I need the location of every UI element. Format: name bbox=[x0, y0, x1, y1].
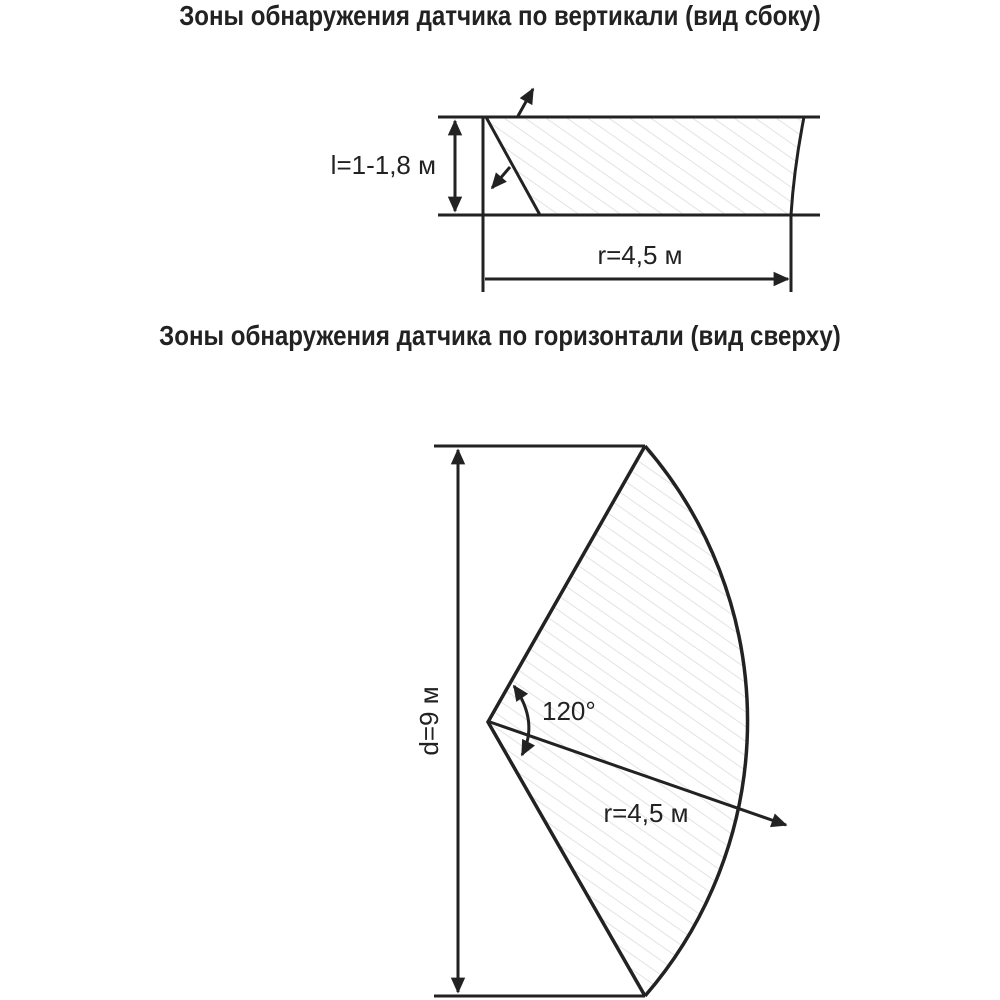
top-detection-zone bbox=[488, 446, 748, 996]
diameter-label: d=9 м bbox=[414, 686, 444, 756]
angle-label: 120° bbox=[542, 696, 596, 726]
top-view bbox=[414, 446, 786, 996]
tilt-arrow-down bbox=[492, 167, 510, 188]
top-range-label: r=4,5 м bbox=[603, 798, 689, 828]
side-view-title: Зоны обнаружения датчика по вертикали (вид сбоку) bbox=[179, 0, 821, 31]
top-view-title: Зоны обнаружения датчика по горизонтали (вид сверху) bbox=[159, 320, 841, 351]
side-range-label: r=4,5 м bbox=[597, 240, 683, 270]
side-detection-zone bbox=[486, 117, 804, 215]
tilt-arrow bbox=[518, 89, 533, 116]
side-view bbox=[331, 89, 820, 292]
height-label: l=1-1,8 м bbox=[330, 150, 436, 180]
